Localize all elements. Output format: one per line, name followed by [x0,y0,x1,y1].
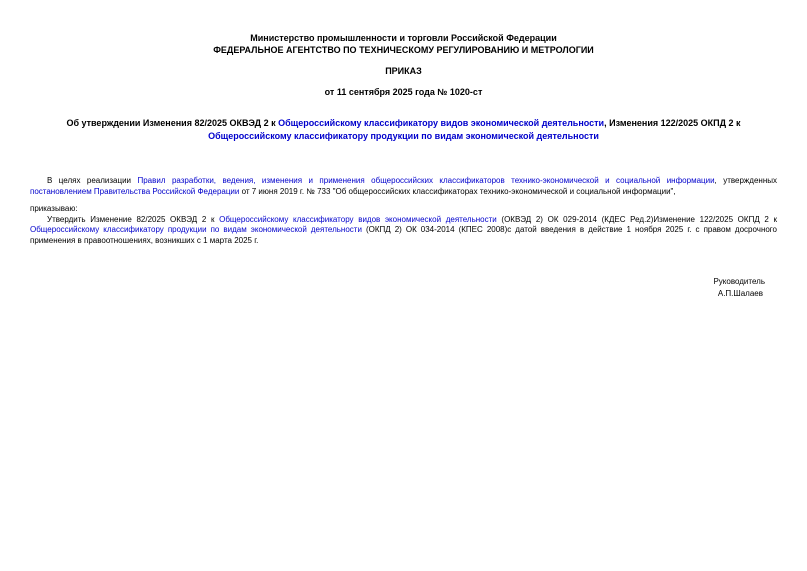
document-text: от 7 июня 2019 г. № 733 "Об общероссийских классификаторах технико-экономической и социальной информации", [239,186,676,196]
signatory-position: Руководитель [713,277,765,286]
document-date-number: от 11 сентября 2025 года № 1020-ст [324,87,483,97]
document-text: В целях реализации [47,176,138,185]
agency-name: ФЕДЕРАЛЬНОЕ АГЕНТСТВО ПО ТЕХНИЧЕСКОМУ РЕГУЛИРОВАНИЮ И МЕТРОЛОГИИ [213,45,594,55]
document-title [30,117,777,143]
document-link[interactable]: Правил разработки, ведения, изменения и применения общероссийских классификаторов технико-экономической и социальной информации [137,176,715,185]
signatory-name: А.П.Шалаев [717,289,763,298]
document-text: (ОКПД 2) ОК 034-2014 (КПЕС 2008)с датой введения в действие 1 ноября 2025 г. с правом досрочного применения в правоотношениях, возникших с 1 марта 2025 г. [30,225,777,245]
ministry-name: Министерство промышленности и торговли Российской Федерации [250,33,557,43]
document-type: ПРИКАЗ [385,66,422,76]
paragraph-order-body [30,215,777,247]
document-text: Об утверждении Изменения 82/2025 ОКВЭД 2 к [66,118,279,128]
document-link[interactable]: Общероссийскому классификатору видов экономической деятельности [278,118,605,128]
document-text: (ОКВЭД 2) ОК 029-2014 (КДЕС Ред.2)Изменение 122/2025 ОКПД 2 к [496,214,778,224]
document-link[interactable]: Общероссийскому классификатору видов экономической деятельности [219,214,497,224]
document-text: Утвердить Изменение 82/2025 ОКВЭД 2 к [47,214,220,224]
document-link[interactable]: Общероссийскому классификатору продукции по видам экономической деятельности [208,131,599,141]
document-text: , утвержденных [714,176,777,185]
document-text: , Изменения 122/2025 ОКПД 2 к [604,118,741,128]
document-link[interactable]: Общероссийскому классификатору продукции по видам экономической деятельности [30,225,362,234]
paragraph-preamble [30,176,777,197]
paragraph-order-word: приказываю: [30,204,78,213]
document-link[interactable]: постановлением Правительства Российской Федерации [30,186,240,196]
signature-block [30,276,777,300]
